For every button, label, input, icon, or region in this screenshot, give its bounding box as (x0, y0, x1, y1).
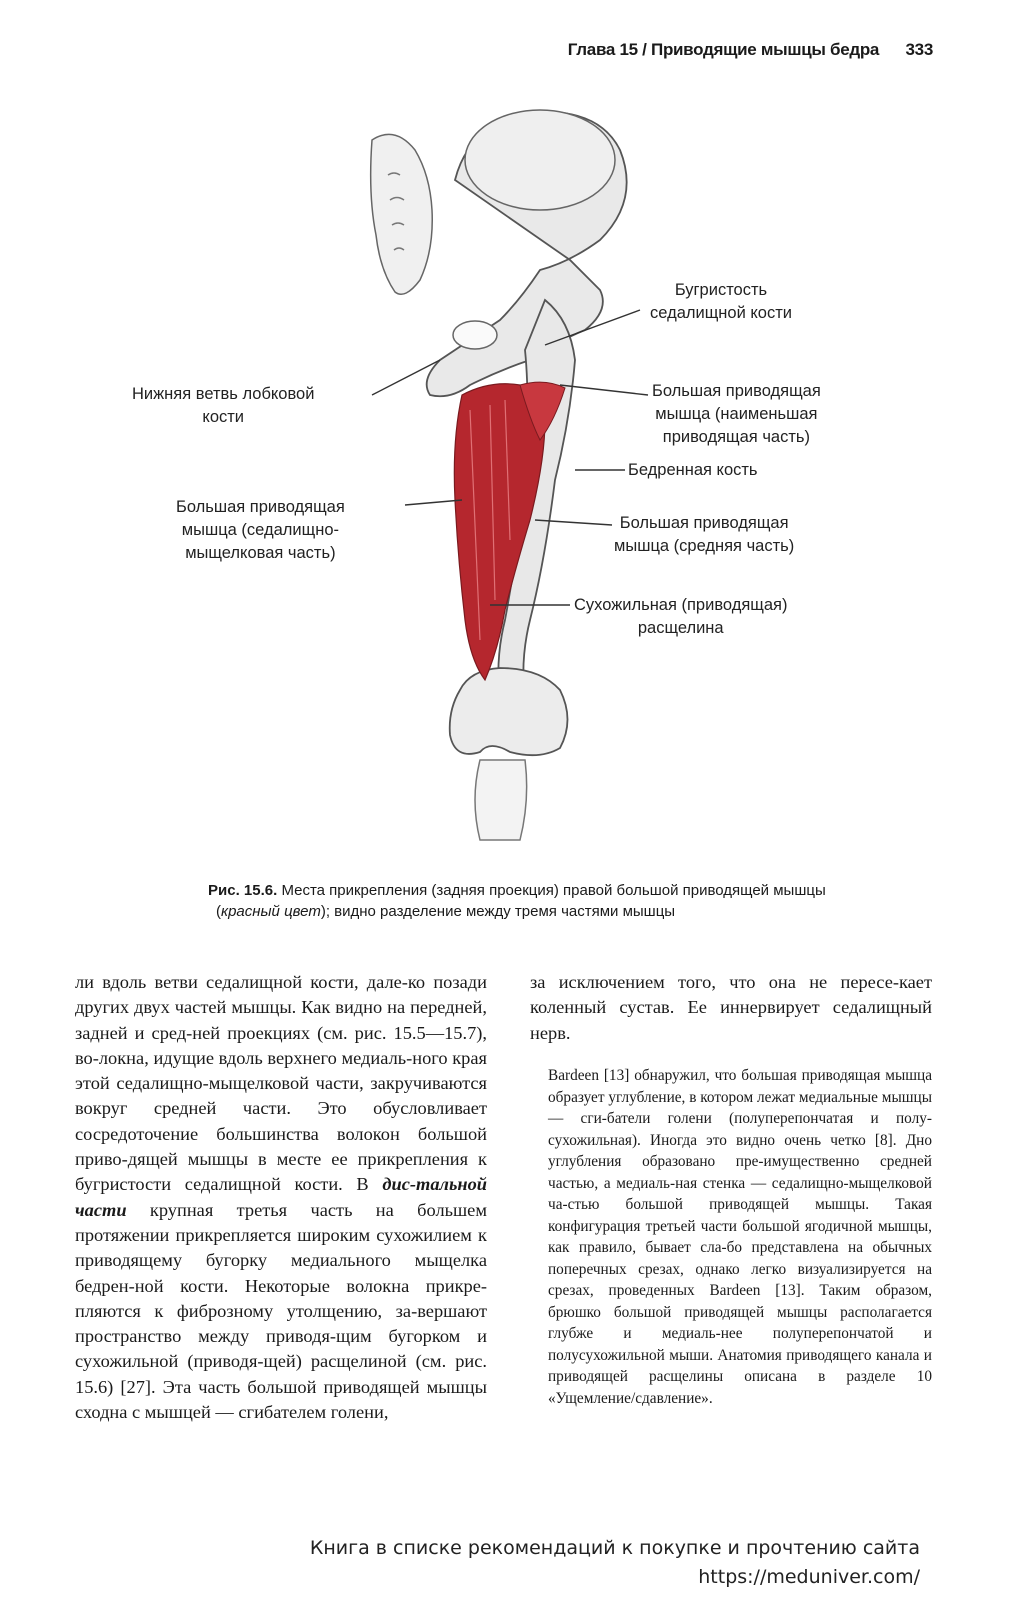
left-text-pre: ли вдоль ветви седалищной кости, дале-ко позади других двух частей мышцы. Как видно на передней, задней и сред-ней проекциях (см. рис. 15.5—15.7), во-локна, идущие вдоль верхнего медиаль-ного края этой седалищно-мыщелковой части, закручиваются вокруг средней части. Это обусловливает сосредоточение большинства волокон большой приво-дящей мышцы в месте ее прикрепления к бугристости седалищной кости. В (75, 972, 487, 1195)
label-adductor-minimus-part: Большая приводящая мышца (наименьшая приводящая часть) (652, 382, 821, 446)
sacrum-bone (371, 134, 433, 294)
left-text-emphasis: дис-тальной части (75, 1174, 487, 1220)
caption-italic: красный цвет (221, 903, 321, 920)
small-print-note (548, 1065, 932, 1409)
site-footer: Книга в списке рекомендаций к покупке и прочтению сайта https://meduniver.com/ (309, 1537, 920, 1588)
label-ischiocondylar-part: Большая приводящая мышца (седалищно- мыщелковая часть) (176, 498, 345, 562)
label-ischial-tuberosity: Бугристость седалищной кости (650, 281, 792, 322)
caption-line1: Места прикрепления (задняя проекция) правой большой приводящей мышцы (281, 882, 826, 899)
label-adductor-hiatus: Сухожильная (приводящая) расщелина (574, 596, 788, 637)
page-number: 333 (905, 40, 933, 59)
body-column-left (75, 970, 487, 1425)
note-text: Bardeen [13] обнаружил, что большая приводящая мышца образует углубление, в котором лежат медиальные мышцы — сги-батели голени (полуперепончатая и полу-сухожильная). Иногда это видно очень четко [8]. Дно углубления образовано пре-имущественно средней частью, а медиаль-ная стенка — седалищно-мыщелковой ча-стью большой приводящей мышцы. Такая конфигурация третьей части большой ягодичной мышцы, как правило, бывает сла-бо представлена на обычных поперечных срезах, однако легко визуализируется на срезах, проведенных Bardeen [13]. Таким образом, брюшко большой приводящей мышцы располагается глубже и медиаль-нее полуперепончатой и полусухожильной мыши. Анатомия приводящего канала и приводящей расщелины описана в разделе 10 «Ущемление/сдавление». (548, 1067, 932, 1407)
chapter-title: Глава 15 / Приводящие мышцы бедра (567, 40, 880, 59)
label-middle-part: Большая приводящая мышца (средняя часть) (614, 514, 795, 555)
left-text-post: крупная третья часть на большем протяжении прикрепляется широким сухожилием к приводящему бугорку медиального мыщелка бедрен-ной кости. Некоторые волокна прикре-пляются к фиброзному утолщению, за-вершают пространство между приводя-щим бугорком и сухожильной (приводя-щей) расщелиной (см. рис. 15.6) [27]. Эта часть большой приводящей мышцы сходна с мышцей — сгибателем голени, (75, 1199, 487, 1423)
caption-number: Рис. 15.6. (208, 882, 278, 899)
right-text: за исключением того, что она не пересе-кает коленный сустав. Ее иннервирует седалищный нерв. (530, 972, 932, 1043)
label-pubic-ramus: Нижняя ветвь лобковой кости (132, 385, 315, 426)
label-femur: Бедренная кость (628, 461, 758, 479)
caption-line2: (красный цвет); видно разделение между тремя частями мышцы (216, 903, 676, 920)
figure-caption (208, 880, 948, 922)
body-column-right (530, 970, 932, 1046)
